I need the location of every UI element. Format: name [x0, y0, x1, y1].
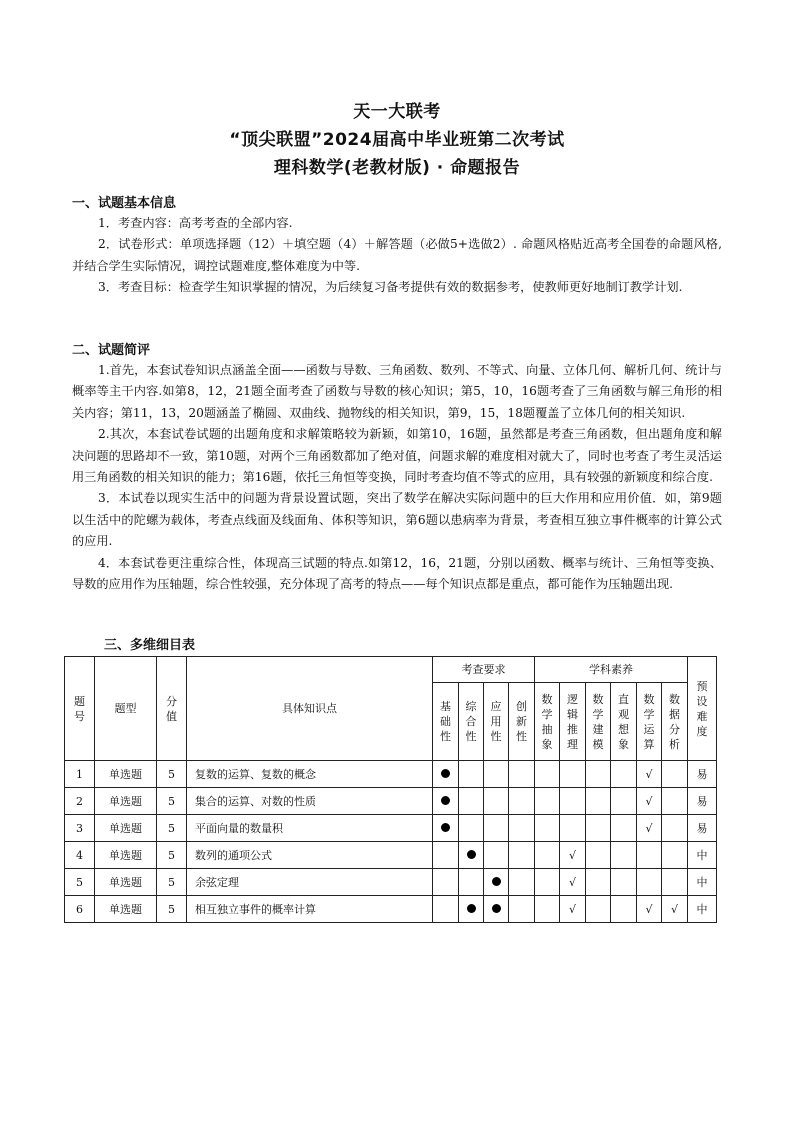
- table-row: [65, 815, 717, 842]
- row-score: 5: [157, 842, 187, 869]
- title-line-3: 理科数学(老教材版) · 命题报告: [273, 158, 521, 178]
- row-num: 1: [65, 761, 95, 788]
- table-row: [65, 896, 717, 923]
- filled-dot-icon: [492, 904, 501, 913]
- header-difficulty: 预设难度: [688, 657, 717, 761]
- row-literacy-cell: [535, 761, 560, 788]
- table-row: [65, 842, 717, 869]
- title-block: [0, 98, 794, 182]
- row-difficulty: 中: [688, 869, 717, 896]
- row-literacy-cell: [535, 896, 560, 923]
- row-literacy-cell: [586, 761, 611, 788]
- row-literacy-cell: √: [637, 815, 662, 842]
- title-line-2: “顶尖联盟”2024届高中毕业班第二次考试: [229, 130, 565, 150]
- row-requirement-cell: [433, 896, 459, 923]
- filled-dot-icon: [441, 823, 450, 832]
- row-requirement-cell: [509, 896, 535, 923]
- row-literacy-cell: √: [560, 869, 586, 896]
- row-requirement-cell: [459, 842, 484, 869]
- row-requirement-cell: [433, 815, 459, 842]
- table-row: [65, 788, 717, 815]
- row-requirement-cell: [484, 815, 509, 842]
- header-score: 分值: [157, 657, 187, 761]
- header-group-requirements: 考查要求: [433, 657, 535, 683]
- row-type: 单选题: [95, 842, 157, 869]
- row-literacy-cell: [662, 842, 688, 869]
- row-requirement-cell: [433, 842, 459, 869]
- row-literacy-cell: √: [637, 761, 662, 788]
- row-requirement-cell: [484, 869, 509, 896]
- row-knowledge: 平面向量的数量积: [187, 815, 433, 842]
- row-knowledge: 余弦定理: [187, 869, 433, 896]
- row-num: 4: [65, 842, 95, 869]
- row-literacy-cell: [662, 869, 688, 896]
- row-type: 单选题: [95, 869, 157, 896]
- filled-dot-icon: [467, 904, 476, 913]
- row-type: 单选题: [95, 896, 157, 923]
- row-literacy-cell: √: [637, 788, 662, 815]
- row-literacy-cell: [611, 842, 637, 869]
- row-literacy-cell: [586, 815, 611, 842]
- row-literacy-cell: [535, 869, 560, 896]
- row-literacy-cell: [586, 869, 611, 896]
- subheader-5: 逻辑推理: [560, 683, 586, 761]
- row-knowledge: 相互独立事件的概率计算: [187, 896, 433, 923]
- subheader-7: 直观想象: [611, 683, 637, 761]
- row-literacy-cell: [637, 842, 662, 869]
- section-1-title: 一、试题基本信息: [72, 196, 177, 211]
- row-num: 5: [65, 869, 95, 896]
- row-literacy-cell: [611, 815, 637, 842]
- section-3-title: 三、多维细目表: [104, 638, 196, 653]
- section-table-title-wrap: [104, 637, 754, 655]
- section-basic-info: [72, 195, 722, 299]
- row-literacy-cell: [535, 815, 560, 842]
- section-2-para-1: 1.首先，本套试卷知识点涵盖全面——函数与导数、三角函数、数列、不等式、向量、立体几何、解析几何、统计与概率等主干内容.如第8，12，21题全面考查了函数与导数的核心知识；第5，10，16题考查了三角函数与解三角形的相关内容；第11，13，20题涵盖了椭圆、双曲线、抛物线的相关知识，第9，15，18题覆盖了立体几何的相关知识.: [72, 363, 722, 420]
- row-requirement-cell: [484, 842, 509, 869]
- subheader-1: 综合性: [459, 683, 484, 761]
- row-literacy-cell: [560, 788, 586, 815]
- row-difficulty: 易: [688, 761, 717, 788]
- row-score: 5: [157, 815, 187, 842]
- header-knowledge: 具体知识点: [187, 657, 433, 761]
- row-literacy-cell: [535, 842, 560, 869]
- multi-dimension-table: [64, 656, 717, 923]
- row-requirement-cell: [484, 761, 509, 788]
- row-requirement-cell: [484, 896, 509, 923]
- row-literacy-cell: [662, 761, 688, 788]
- row-literacy-cell: [662, 815, 688, 842]
- row-literacy-cell: √: [560, 896, 586, 923]
- subheader-6: 数学建模: [586, 683, 611, 761]
- row-literacy-cell: √: [637, 896, 662, 923]
- header-group-literacy: 学科素养: [535, 657, 688, 683]
- row-requirement-cell: [484, 788, 509, 815]
- filled-dot-icon: [441, 796, 450, 805]
- row-literacy-cell: [611, 896, 637, 923]
- row-requirement-cell: [459, 869, 484, 896]
- row-difficulty: 中: [688, 896, 717, 923]
- row-literacy-cell: [611, 761, 637, 788]
- subheader-4: 数学抽象: [535, 683, 560, 761]
- row-type: 单选题: [95, 788, 157, 815]
- row-type: 单选题: [95, 761, 157, 788]
- row-requirement-cell: [433, 869, 459, 896]
- row-difficulty: 易: [688, 788, 717, 815]
- row-difficulty: 中: [688, 842, 717, 869]
- section-review: [72, 342, 722, 595]
- section-2-title: 二、试题简评: [72, 343, 151, 358]
- row-requirement-cell: [509, 761, 535, 788]
- row-knowledge: 集合的运算、对数的性质: [187, 788, 433, 815]
- subheader-3: 创新性: [509, 683, 535, 761]
- row-literacy-cell: [611, 869, 637, 896]
- table-row: [65, 761, 717, 788]
- row-knowledge: 复数的运算、复数的概念: [187, 761, 433, 788]
- row-difficulty: 易: [688, 815, 717, 842]
- section-1-para-1: 1．考查内容：高考考查的全部内容.: [98, 216, 293, 230]
- section-1-para-3: 3．考查目标：检查学生知识掌握的情况，为后续复习备考提供有效的数据参考，使教师更好地制订教学计划.: [98, 280, 683, 295]
- filled-dot-icon: [467, 850, 476, 859]
- section-1-para-2: 2．试卷形式：单项选择题（12）＋填空题（4）＋解答题（必做5+选做2）. 命题风格贴近高考全国卷的命题风格,并结合学生实际情况，调控试题难度,整体难度为中等.: [72, 237, 722, 273]
- subheader-0: 基础性: [433, 683, 459, 761]
- row-score: 5: [157, 869, 187, 896]
- row-literacy-cell: [535, 788, 560, 815]
- row-type: 单选题: [95, 815, 157, 842]
- row-literacy-cell: [586, 788, 611, 815]
- row-score: 5: [157, 761, 187, 788]
- row-score: 5: [157, 896, 187, 923]
- row-requirement-cell: [459, 788, 484, 815]
- row-literacy-cell: [611, 788, 637, 815]
- row-requirement-cell: [433, 761, 459, 788]
- row-literacy-cell: [637, 869, 662, 896]
- row-requirement-cell: [509, 842, 535, 869]
- row-requirement-cell: [459, 815, 484, 842]
- title-line-1: 天一大联考: [353, 102, 441, 122]
- row-requirement-cell: [459, 761, 484, 788]
- row-literacy-cell: √: [662, 896, 688, 923]
- section-2-para-4: 4．本套试卷更注重综合性，体现高三试题的特点.如第12，16，21题，分别以函数、概率与统计、三角恒等变换、导数的应用作为压轴题，综合性较强，充分体现了高考的特点——每个知识点都是重点，都可能作为压轴题出现.: [72, 555, 722, 592]
- row-literacy-cell: [560, 761, 586, 788]
- row-num: 6: [65, 896, 95, 923]
- row-num: 3: [65, 815, 95, 842]
- section-2-para-3: 3．本试卷以现实生活中的问题为背景设置试题，突出了数学在解决实际问题中的巨大作用和应用价值．如，第9题以生活中的陀螺为载体，考查点线面及线面角、体积等知识，第6题以患病率为背景，考查相互独立事件概率的计算公式的应用.: [72, 491, 722, 549]
- filled-dot-icon: [492, 877, 501, 886]
- subheader-2: 应用性: [484, 683, 509, 761]
- filled-dot-icon: [441, 769, 450, 778]
- subheader-9: 数据分析: [662, 683, 688, 761]
- row-requirement-cell: [509, 788, 535, 815]
- row-requirement-cell: [509, 815, 535, 842]
- row-literacy-cell: [560, 815, 586, 842]
- row-literacy-cell: [586, 842, 611, 869]
- header-type: 题型: [95, 657, 157, 761]
- subheader-8: 数学运算: [637, 683, 662, 761]
- row-literacy-cell: [662, 788, 688, 815]
- row-requirement-cell: [459, 896, 484, 923]
- header-num: 题号: [65, 657, 95, 761]
- row-literacy-cell: √: [560, 842, 586, 869]
- row-knowledge: 数列的通项公式: [187, 842, 433, 869]
- row-requirement-cell: [433, 788, 459, 815]
- section-2-para-2: 2.其次，本套试卷试题的出题角度和求解策略较为新颖，如第10，16题，虽然都是考查三角函数，但出题角度和解决问题的思路却不一致，第10题，对两个三角函数都加了绝对值，问题求解的难度相对就大了，同时也考查了考生灵活运用三角函数的相关知识的能力；第16题，依托三角恒等变换，同时考查均值不等式的应用，具有较强的新颖度和综合度.: [72, 427, 722, 485]
- row-score: 5: [157, 788, 187, 815]
- row-requirement-cell: [509, 869, 535, 896]
- row-num: 2: [65, 788, 95, 815]
- table-row: [65, 869, 717, 896]
- row-literacy-cell: [586, 896, 611, 923]
